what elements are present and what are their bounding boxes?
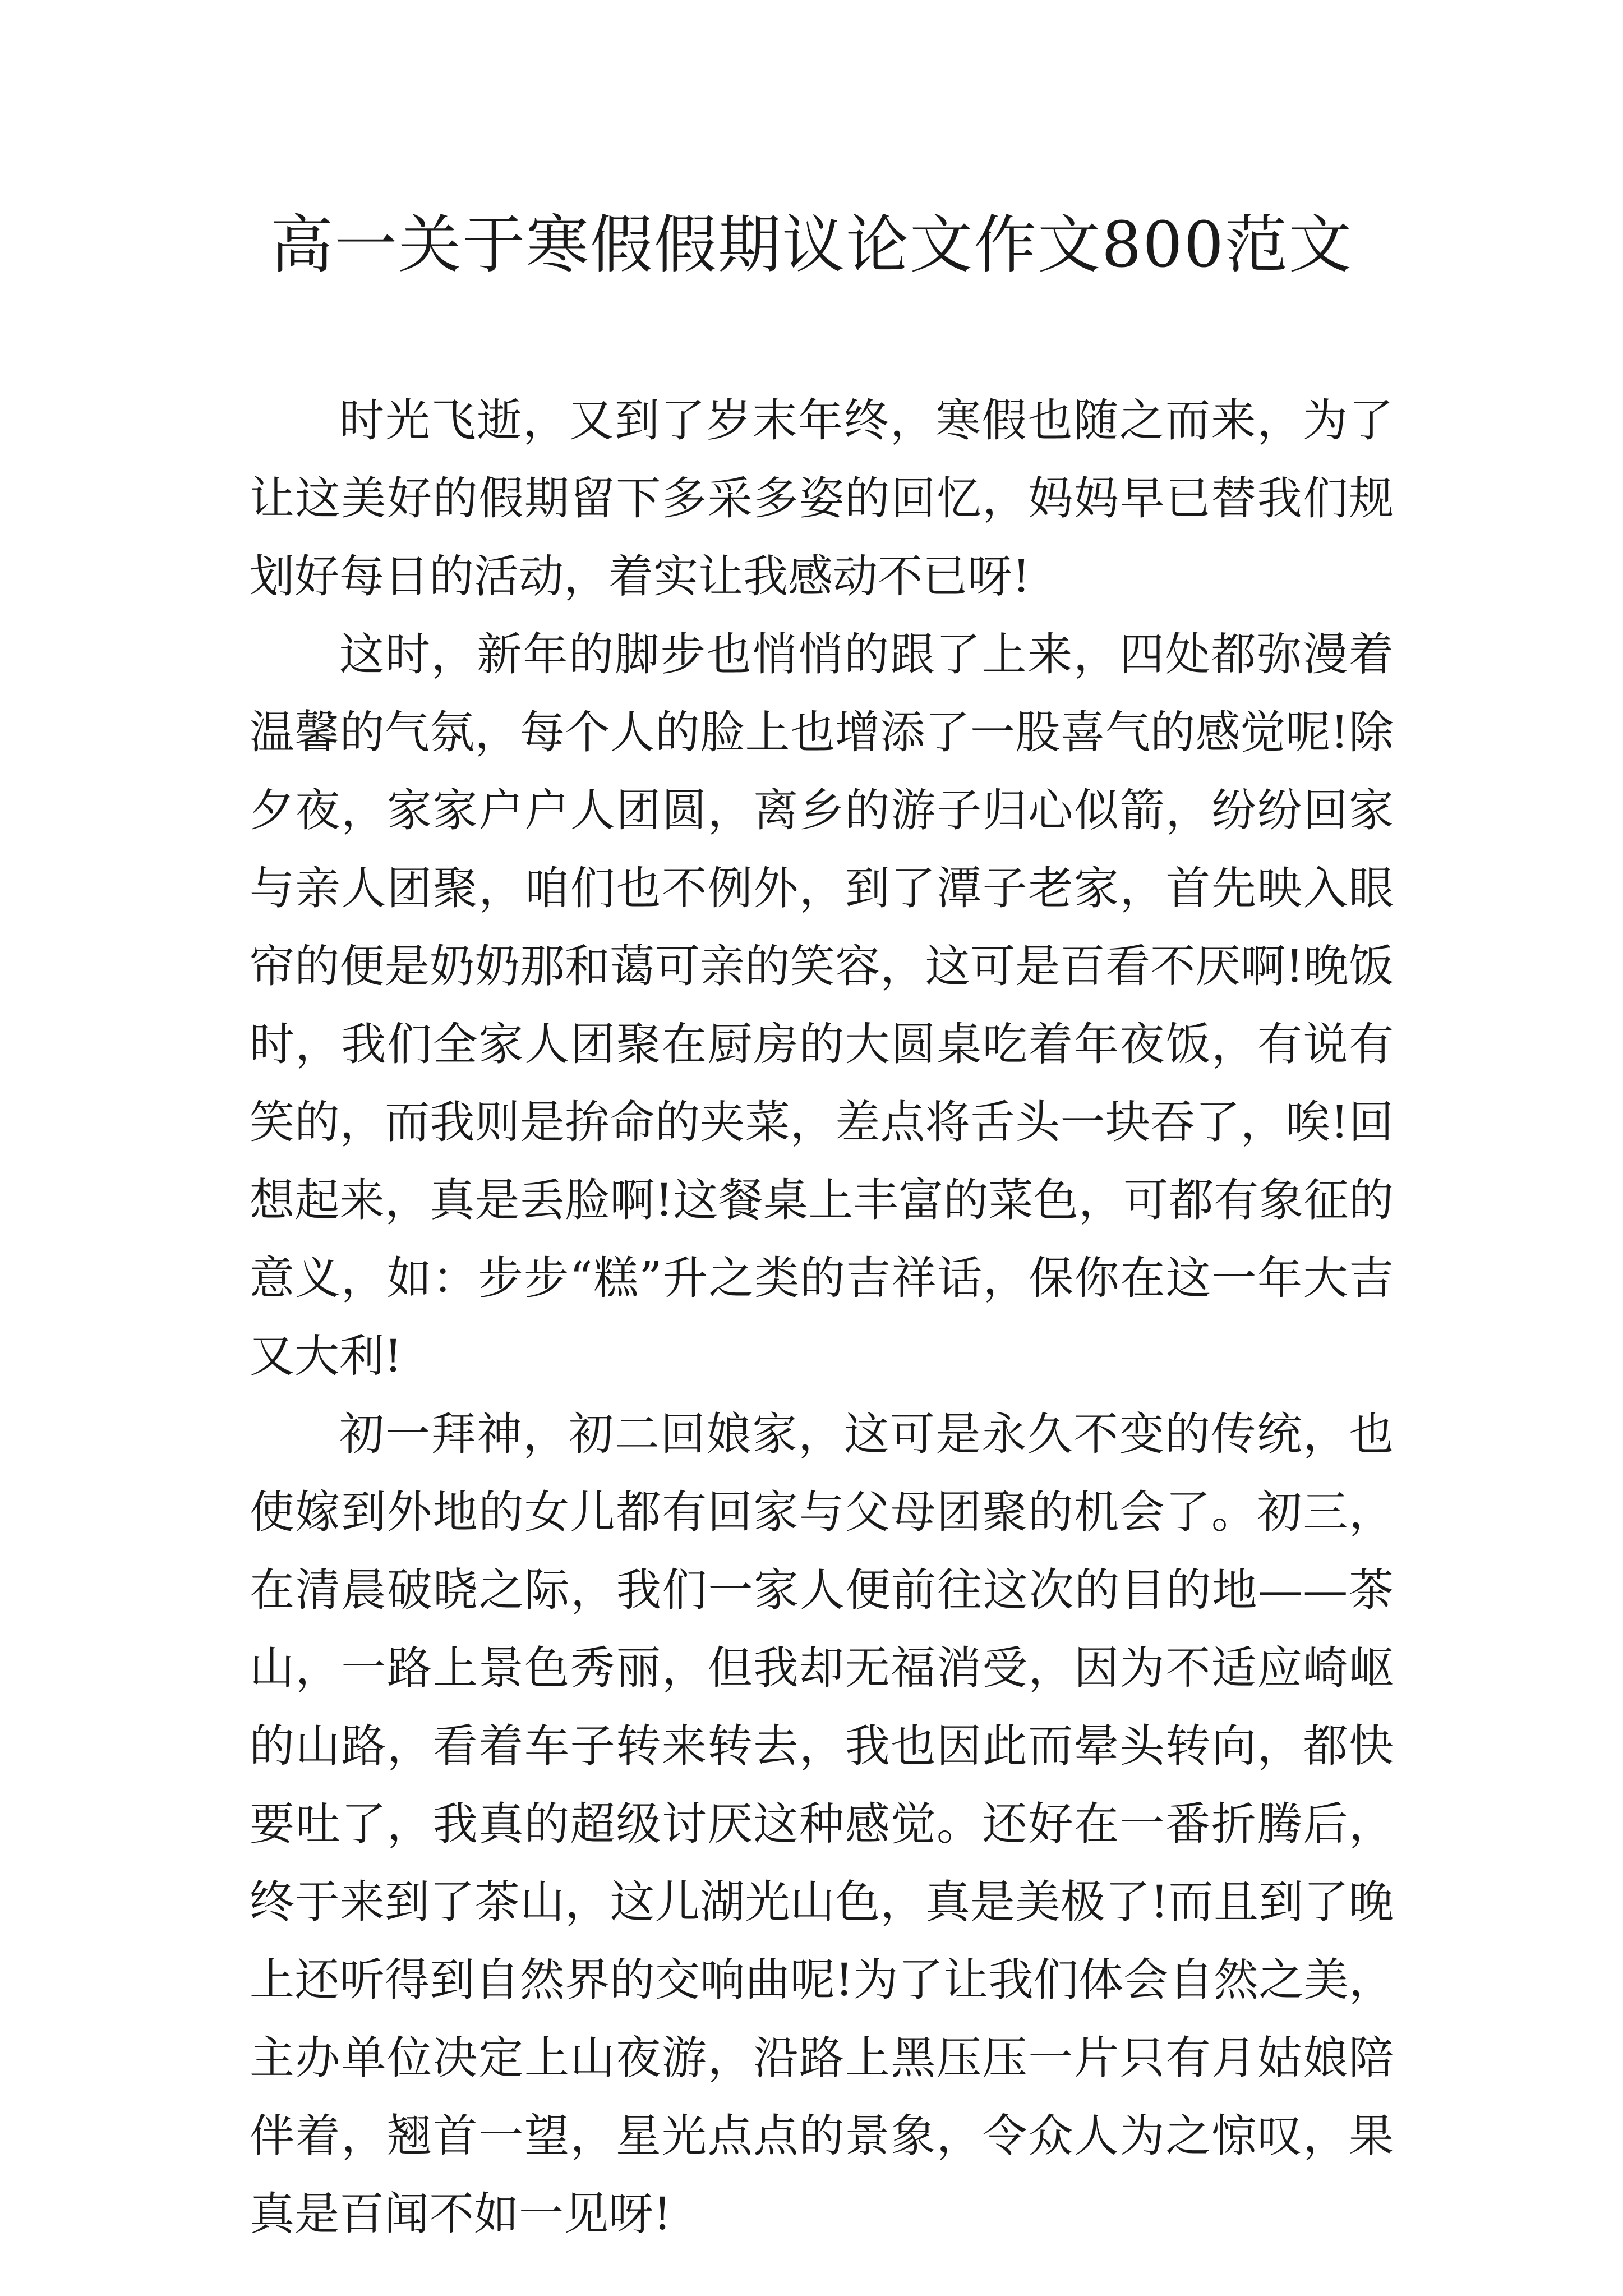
document-body xyxy=(250,381,1394,2253)
document-title: 高一关于寒假假期议论文作文800范文 xyxy=(270,209,1353,282)
paragraph-2: 这时，新年的脚步也悄悄的跟了上来，四处都弥漫着温馨的气氛，每个人的脸上也增添了一股喜气的感觉呢!除夕夜，家家户户人团圆，离乡的游子归心似箭，纷纷回家与亲人团聚，咱们也不例外，到了潭子老家，首先映入眼帘的便是奶奶那和蔼可亲的笑容，这可是百看不厌啊!晚饭时，我们全家人团聚在厨房的大圆桌吃着年夜饭，有说有笑的，而我则是拚命的夹菜，差点将舌头一块吞了，唉!回想起来，真是丢脸啊!这餐桌上丰富的菜色，可都有象征的意义，如：步步“糕”升之类的吉祥话，保你在这一年大吉又大利! xyxy=(250,628,1394,1382)
paragraph-3: 初一拜神，初二回娘家，这可是永久不变的传统，也使嫁到外地的女儿都有回家与父母团聚的机会了。初三，在清晨破晓之际，我们一家人便前往这次的目的地——茶山，一路上景色秀丽，但我却无福消受，因为不适应崎岖的山路，看着车子转来转去，我也因此而晕头转向，都快要吐了，我真的超级讨厌这种感觉。还好在一番折腾后，终于来到了茶山，这儿湖光山色，真是美极了!而且到了晚上还听得到自然界的交响曲呢!为了让我们体会自然之美，主办单位决定上山夜游，沿路上黑压压一片只有月姑娘陪伴着，翘首一望，星光点点的景象，令众人为之惊叹，果真是百闻不如一见呀! xyxy=(250,1408,1394,2240)
paragraph-1: 时光飞逝，又到了岁末年终，寒假也随之而来，为了让这美好的假期留下多采多姿的回忆，妈妈早已替我们规划好每日的活动，着实让我感动不已呀! xyxy=(250,394,1394,602)
